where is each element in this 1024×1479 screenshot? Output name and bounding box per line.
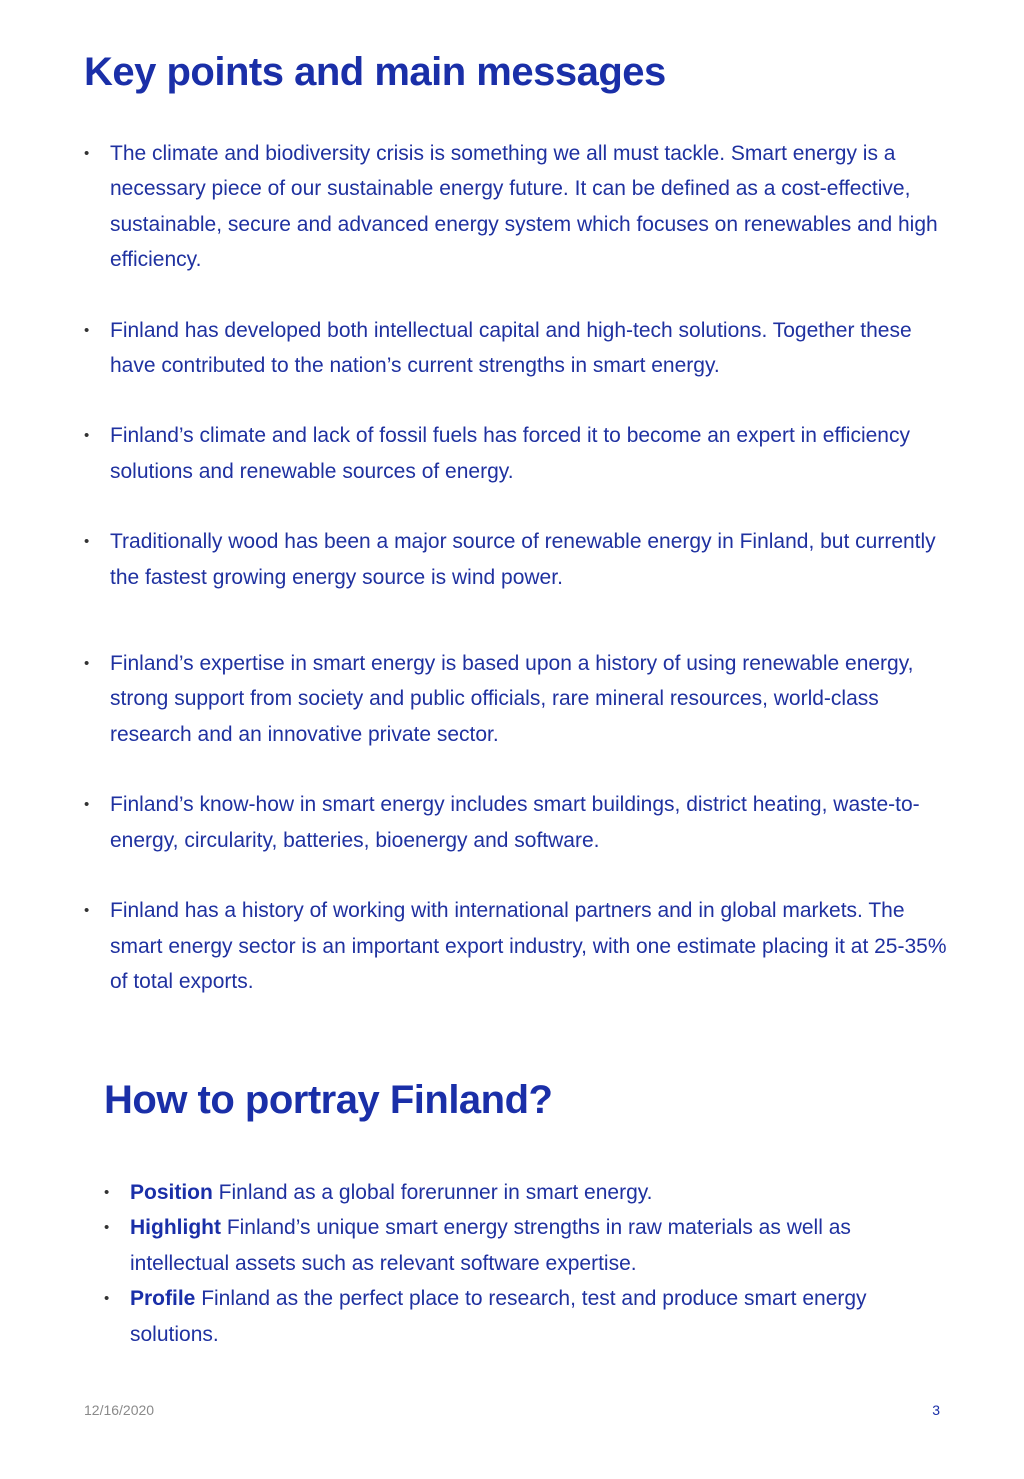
- key-point-text: Finland’s climate and lack of fossil fuels has forced it to become an expert in efficiency solutions and renewable sources of energy.: [110, 424, 910, 483]
- list-item: [104, 1210, 934, 1281]
- portray-lead: Profile: [130, 1287, 196, 1311]
- list-item: [104, 1175, 934, 1210]
- bullet-icon: •: [84, 145, 90, 162]
- portray-lead: Position: [130, 1181, 213, 1204]
- bullet-icon: •: [84, 902, 90, 920]
- portray-list: [104, 1175, 934, 1352]
- list-item: [84, 418, 954, 489]
- page-number: 3: [932, 1402, 940, 1418]
- list-item: [84, 893, 954, 999]
- page-title: Key points and main messages: [84, 50, 666, 94]
- bullet-icon: •: [104, 1290, 110, 1308]
- section-title: How to portray Finland?: [104, 1078, 553, 1122]
- key-point-text: Finland has developed both intellectual capital and high-tech solutions. Together these have contributed to the nation’s current strengths in smart energy.: [110, 318, 912, 378]
- key-point-text: Traditionally wood has been a major source of renewable energy in Finland, but currently the fastest growing energy source is wind power.: [110, 530, 936, 589]
- bullet-icon: •: [104, 1219, 110, 1237]
- bullet-icon: •: [84, 533, 90, 551]
- bullet-icon: •: [84, 321, 90, 339]
- portray-text: Finland’s unique smart energy strengths in raw materials as well as intellectual assets such as relevant software expertise.: [130, 1216, 851, 1275]
- bullet-icon: •: [84, 427, 90, 445]
- footer-date: 12/16/2020: [84, 1402, 155, 1418]
- key-points-list: [84, 136, 954, 999]
- portray-text: Finland as the perfect place to research, test and produce smart energy solutions.: [130, 1287, 867, 1346]
- bullet-icon: •: [104, 1184, 110, 1201]
- list-item: [84, 646, 954, 752]
- portray-lead: Highlight: [130, 1216, 221, 1240]
- list-item: [84, 136, 954, 278]
- key-point-text: Finland has a history of working with international partners and in global markets. The smart energy sector is an important export industry, with one estimate placing it at 25-35% of total exports.: [110, 899, 947, 993]
- portray-text: Finland as a global forerunner in smart energy.: [212, 1181, 653, 1204]
- bullet-icon: •: [84, 655, 90, 673]
- list-item: [84, 787, 954, 858]
- key-point-text: Finland’s expertise in smart energy is based upon a history of using renewable energy, strong support from society and public officials, rare mineral resources, world-class research and an innovative private sector.: [110, 652, 914, 746]
- list-item: [84, 313, 954, 384]
- list-item: [84, 524, 954, 595]
- key-point-text: The climate and biodiversity crisis is something we all must tackle. Smart energy is a necessary piece of our sustainable energy future. It can be defined as a cost-effective, sustainable, secure and advanced energy system which focuses on renewables and high efficiency.: [110, 142, 938, 272]
- key-point-text: Finland’s know-how in smart energy includes smart buildings, district heating, waste-to-energy, circularity, batteries, bioenergy and software.: [110, 793, 920, 852]
- list-item: [104, 1281, 934, 1352]
- bullet-icon: •: [84, 796, 90, 814]
